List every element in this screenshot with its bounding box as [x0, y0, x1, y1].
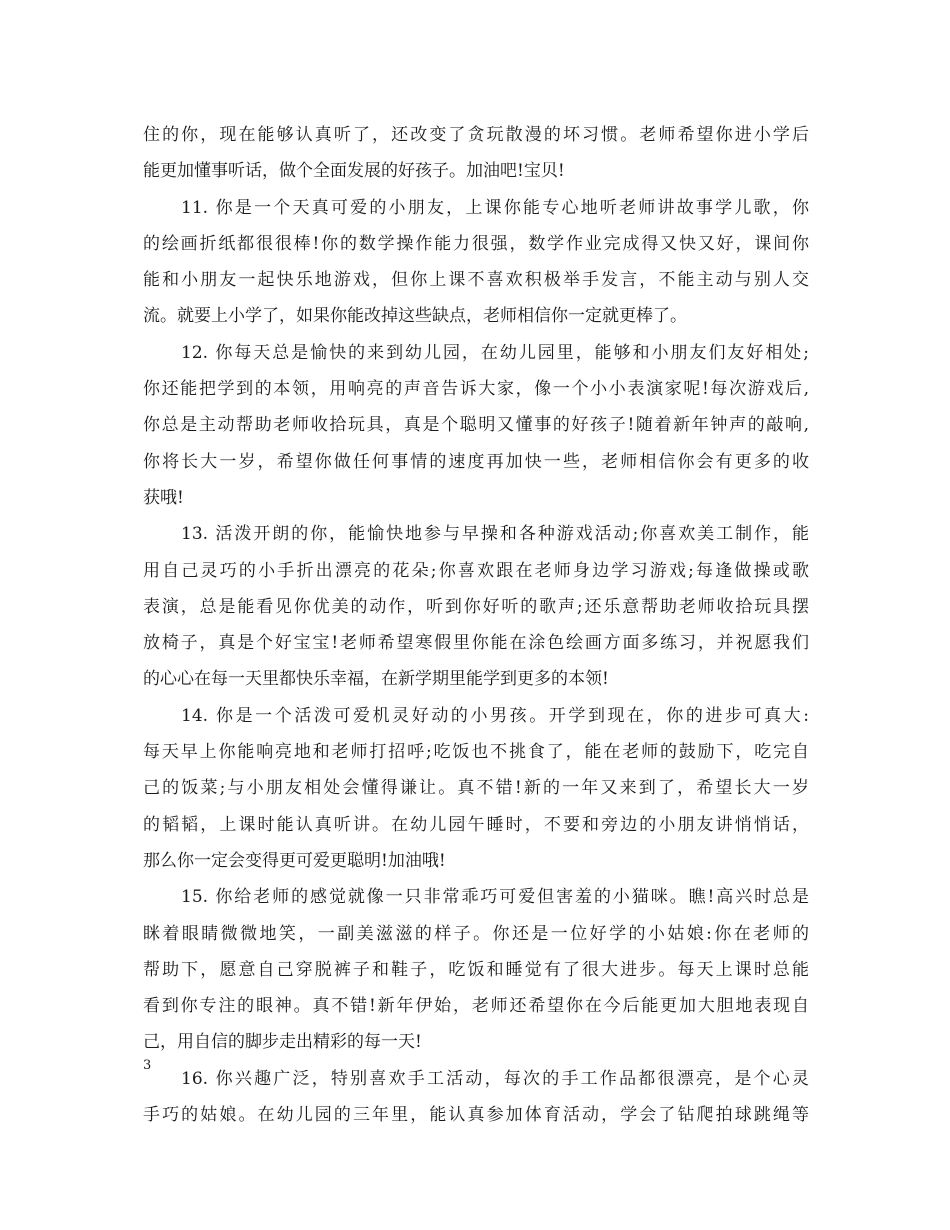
text-line: 帮助下，愿意自己穿脱裤子和鞋子，吃饭和睡觉有了很大进步。每天上课时总能	[143, 959, 809, 980]
paragraph-first-line: 15. 你给老师的感觉就像一只非常乖巧可爱但害羞的小猫咪。瞧!高兴时总是	[181, 887, 809, 908]
text-line: 己的饭菜;与小朋友相处会懂得谦让。真不错!新的一年又来到了，希望长大一岁	[143, 778, 809, 799]
text-line: 能更加懂事听话，做个全面发展的好孩子。加油吧!宝贝!	[143, 161, 565, 182]
text-line: 住的你，现在能够认真听了，还改变了贪玩散漫的坏习惯。老师希望你进小学后	[143, 125, 809, 145]
text-line: 的韬韬，上课时能认真听讲。在幼儿园午睡时，不要和旁边的小朋友讲悄悄话，	[143, 814, 809, 835]
text-line: 获哦!	[143, 487, 184, 508]
text-line: 己，用自信的脚步走出精彩的每一天!	[143, 1032, 422, 1053]
page-number: 3	[143, 1058, 152, 1073]
text-line: 眯着眼睛微微地笑，一副美滋滋的样子。你还是一位好学的小姑娘:你在老师的	[143, 923, 809, 944]
paragraph-first-line: 12. 你每天总是愉快的来到幼儿园，在幼儿园里，能够和小朋友们友好相处;	[181, 342, 809, 363]
text-line: 的绘画折纸都很很棒!你的数学操作能力很强，数学作业完成得又快又好，课间你	[143, 233, 809, 254]
text-line: 每天早上你能响亮地和老师打招呼;吃饭也不挑食了，能在老师的鼓励下，吃完自	[143, 742, 809, 763]
text-line: 看到你专注的眼神。真不错!新年伊始，老师还希望你在今后能更加大胆地表现自	[143, 996, 809, 1017]
paragraph-first-line: 13. 活泼开朗的你，能愉快地参与早操和各种游戏活动;你喜欢美工制作，能	[181, 524, 809, 545]
paragraph-first-line: 14. 你是一个活泼可爱机灵好动的小男孩。开学到现在，你的进步可真大:	[181, 705, 809, 726]
text-line: 流。就要上小学了，如果你能改掉这些缺点，老师相信你一定就更棒了。	[143, 306, 687, 327]
text-line: 你还能把学到的本领，用响亮的声音告诉大家，像一个小小表演家呢!每次游戏后,	[143, 379, 809, 400]
text-line: 能和小朋友一起快乐地游戏，但你上课不喜欢积极举手发言，不能主动与别人交	[143, 270, 809, 291]
text-line: 手巧的姑娘。在幼儿园的三年里，能认真参加体育活动，学会了钻爬拍球跳绳等	[143, 1105, 809, 1126]
document-body	[143, 117, 809, 1133]
text-line: 用自己灵巧的小手折出漂亮的花朵;你喜欢跟在老师身边学习游戏;每逢做操或歌	[143, 560, 809, 581]
text-line: 你总是主动帮助老师收拾玩具，真是个聪明又懂事的好孩子!随着新年钟声的敲响,	[143, 415, 809, 436]
paragraph-first-line: 11. 你是一个天真可爱的小朋友，上课你能专心地听老师讲故事学儿歌，你	[181, 197, 809, 218]
text-line: 那么你一定会变得更可爱更聪明!加油哦!	[143, 850, 446, 871]
paragraph-first-line: 16. 你兴趣广泛，特别喜欢手工活动，每次的手工作品都很漂亮，是个心灵	[181, 1068, 809, 1089]
text-line: 你将长大一岁，希望你做任何事情的速度再加快一些，老师相信你会有更多的收	[143, 451, 809, 472]
text-line: 的心心在每一天里都快乐幸福，在新学期里能学到更多的本领!	[143, 669, 609, 690]
text-line: 表演，总是能看见你优美的动作，听到你好听的歌声;还乐意帮助老师收拾玩具摆	[143, 596, 809, 617]
text-line: 放椅子，真是个好宝宝!老师希望寒假里你能在涂色绘画方面多练习，并祝愿我们	[143, 633, 809, 654]
